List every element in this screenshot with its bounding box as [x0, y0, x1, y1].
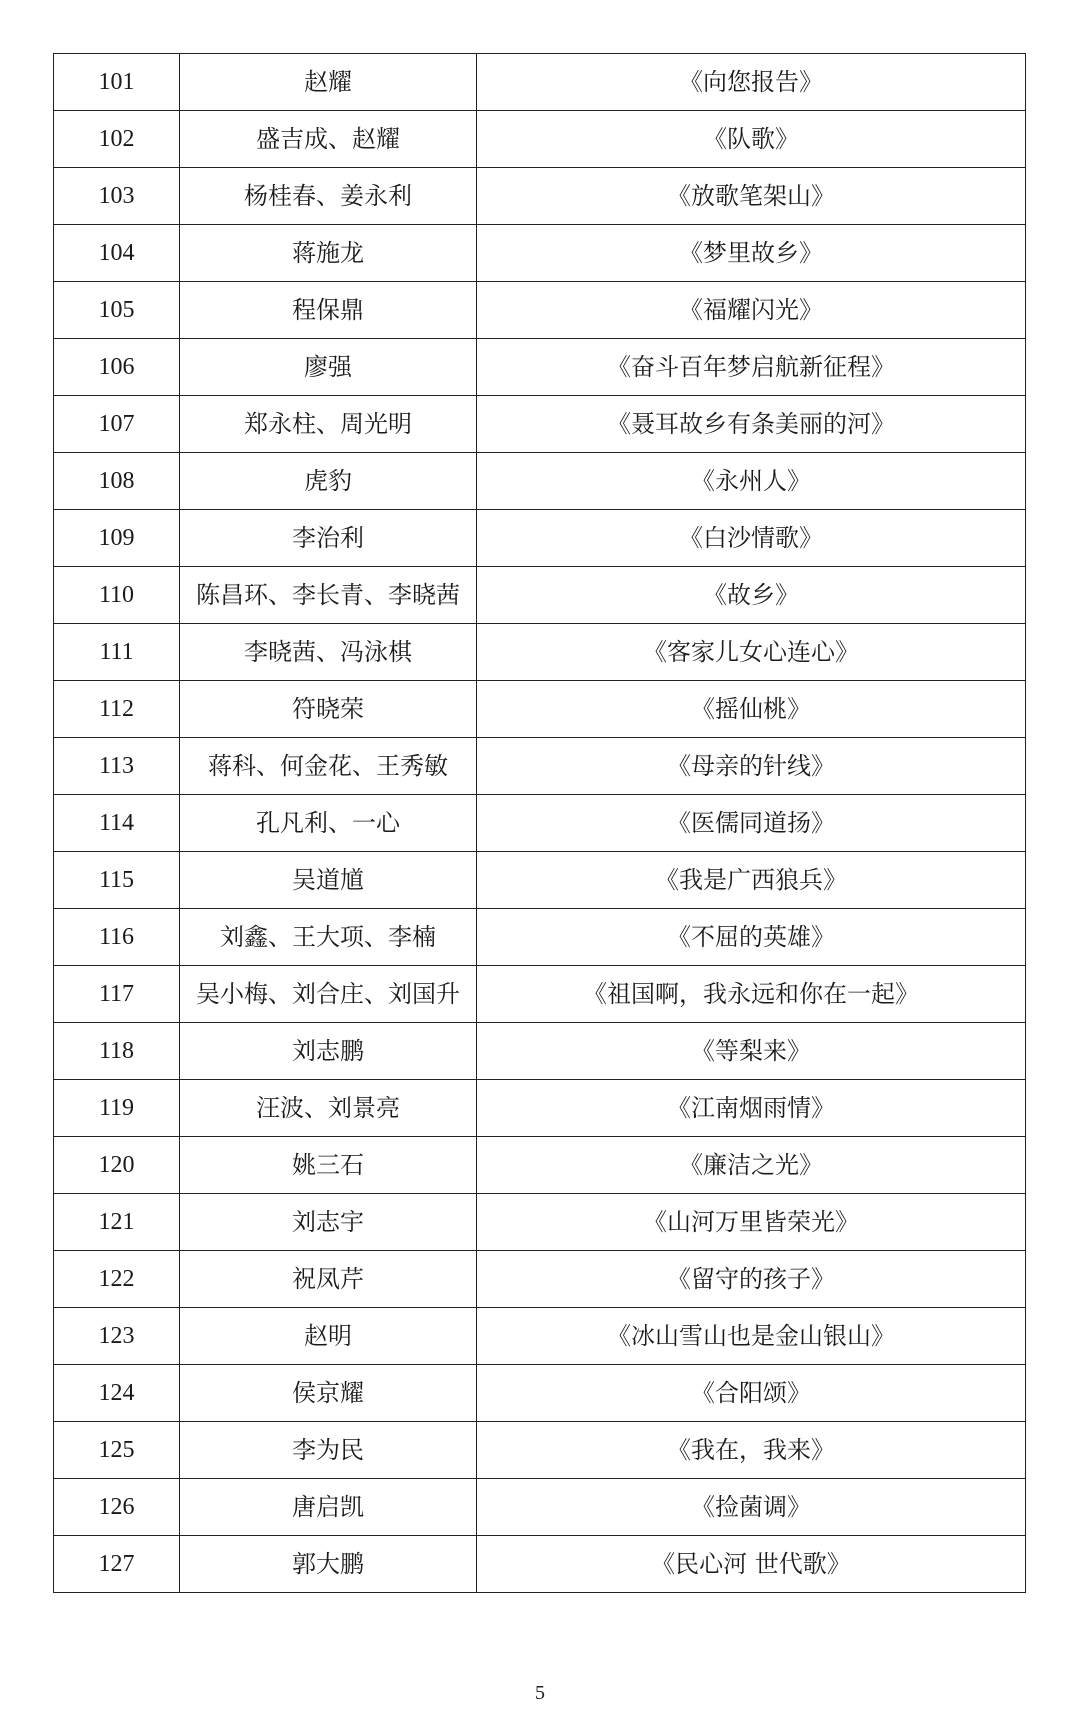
table-row — [54, 681, 1026, 738]
entry-number: 116 — [54, 909, 180, 966]
entry-author: 侯京耀 — [180, 1365, 477, 1422]
entry-title: 《医儒同道扬》 — [477, 795, 1026, 852]
entry-number: 123 — [54, 1308, 180, 1365]
entry-title: 《捡菌调》 — [477, 1479, 1026, 1536]
entry-number: 126 — [54, 1479, 180, 1536]
entry-author: 郭大鹏 — [180, 1536, 477, 1593]
entry-number: 121 — [54, 1194, 180, 1251]
entry-author: 陈昌环、李长青、李晓茜 — [180, 567, 477, 624]
entry-author: 蒋科、何金花、王秀敏 — [180, 738, 477, 795]
entry-number: 119 — [54, 1080, 180, 1137]
entry-title: 《民心河 世代歌》 — [477, 1536, 1026, 1593]
entry-title: 《等梨来》 — [477, 1023, 1026, 1080]
entry-number: 107 — [54, 396, 180, 453]
entry-number: 113 — [54, 738, 180, 795]
entry-number: 111 — [54, 624, 180, 681]
table-row — [54, 966, 1026, 1023]
table-row — [54, 909, 1026, 966]
entry-title: 《永州人》 — [477, 453, 1026, 510]
page-number: 5 — [535, 1682, 545, 1704]
entry-title: 《摇仙桃》 — [477, 681, 1026, 738]
entry-author: 汪波、刘景亮 — [180, 1080, 477, 1137]
entry-author: 吴道馗 — [180, 852, 477, 909]
entry-number: 101 — [54, 54, 180, 111]
table-row — [54, 396, 1026, 453]
entry-author: 吴小梅、刘合庄、刘国升 — [180, 966, 477, 1023]
entry-author: 刘志宇 — [180, 1194, 477, 1251]
entry-number: 103 — [54, 168, 180, 225]
entry-author: 刘鑫、王大项、李楠 — [180, 909, 477, 966]
entry-author: 李为民 — [180, 1422, 477, 1479]
entry-number: 104 — [54, 225, 180, 282]
table-row — [54, 1536, 1026, 1593]
table-row — [54, 1023, 1026, 1080]
entry-author: 刘志鹏 — [180, 1023, 477, 1080]
entry-author: 盛吉成、赵耀 — [180, 111, 477, 168]
table-row — [54, 510, 1026, 567]
entry-number: 120 — [54, 1137, 180, 1194]
table-row — [54, 282, 1026, 339]
entry-author: 姚三石 — [180, 1137, 477, 1194]
entry-number: 125 — [54, 1422, 180, 1479]
entry-author: 赵耀 — [180, 54, 477, 111]
entry-title: 《留守的孩子》 — [477, 1251, 1026, 1308]
table-row — [54, 852, 1026, 909]
table-row — [54, 795, 1026, 852]
entry-title: 《队歌》 — [477, 111, 1026, 168]
table-row — [54, 168, 1026, 225]
entry-title: 《冰山雪山也是金山银山》 — [477, 1308, 1026, 1365]
entry-author: 祝凤芹 — [180, 1251, 477, 1308]
table-row — [54, 1251, 1026, 1308]
entry-number: 102 — [54, 111, 180, 168]
table-row — [54, 624, 1026, 681]
entry-number: 118 — [54, 1023, 180, 1080]
entry-number: 117 — [54, 966, 180, 1023]
entry-title: 《福耀闪光》 — [477, 282, 1026, 339]
table-row — [54, 1080, 1026, 1137]
table-row — [54, 1422, 1026, 1479]
entry-title: 《故乡》 — [477, 567, 1026, 624]
entry-title: 《奋斗百年梦启航新征程》 — [477, 339, 1026, 396]
entry-title: 《廉洁之光》 — [477, 1137, 1026, 1194]
table-row — [54, 1137, 1026, 1194]
table-row — [54, 1308, 1026, 1365]
entry-number: 122 — [54, 1251, 180, 1308]
entry-number: 110 — [54, 567, 180, 624]
entry-number: 109 — [54, 510, 180, 567]
entry-title: 《放歌笔架山》 — [477, 168, 1026, 225]
entry-title: 《梦里故乡》 — [477, 225, 1026, 282]
entry-author: 李治利 — [180, 510, 477, 567]
entry-title: 《白沙情歌》 — [477, 510, 1026, 567]
table-row — [54, 567, 1026, 624]
entry-title: 《合阳颂》 — [477, 1365, 1026, 1422]
table-row — [54, 738, 1026, 795]
entry-number: 127 — [54, 1536, 180, 1593]
table-row — [54, 453, 1026, 510]
entry-title: 《母亲的针线》 — [477, 738, 1026, 795]
entry-author: 唐启凯 — [180, 1479, 477, 1536]
entry-number: 124 — [54, 1365, 180, 1422]
table-row — [54, 54, 1026, 111]
entry-title: 《向您报告》 — [477, 54, 1026, 111]
table-row — [54, 225, 1026, 282]
entry-author: 程保鼎 — [180, 282, 477, 339]
entry-author: 廖强 — [180, 339, 477, 396]
table-row — [54, 1194, 1026, 1251]
entry-number: 114 — [54, 795, 180, 852]
entry-title: 《山河万里皆荣光》 — [477, 1194, 1026, 1251]
entry-number: 115 — [54, 852, 180, 909]
entry-title: 《我是广西狼兵》 — [477, 852, 1026, 909]
table-row — [54, 1365, 1026, 1422]
entry-number: 106 — [54, 339, 180, 396]
entry-number: 108 — [54, 453, 180, 510]
entry-number: 105 — [54, 282, 180, 339]
entry-author: 孔凡利、一心 — [180, 795, 477, 852]
entry-number: 112 — [54, 681, 180, 738]
entry-author: 杨桂春、姜永利 — [180, 168, 477, 225]
entry-title: 《祖国啊，我永远和你在一起》 — [477, 966, 1026, 1023]
entry-title: 《客家儿女心连心》 — [477, 624, 1026, 681]
entry-title: 《不屈的英雄》 — [477, 909, 1026, 966]
entry-title: 《我在，我来》 — [477, 1422, 1026, 1479]
entries-table — [53, 53, 1026, 1593]
entry-author: 符晓荣 — [180, 681, 477, 738]
entry-author: 虎豹 — [180, 453, 477, 510]
table-row — [54, 1479, 1026, 1536]
entry-title: 《聂耳故乡有条美丽的河》 — [477, 396, 1026, 453]
entry-author: 赵明 — [180, 1308, 477, 1365]
table-row — [54, 339, 1026, 396]
entry-title: 《江南烟雨情》 — [477, 1080, 1026, 1137]
entry-author: 李晓茜、冯泳棋 — [180, 624, 477, 681]
entry-author: 蒋施龙 — [180, 225, 477, 282]
entry-author: 郑永柱、周光明 — [180, 396, 477, 453]
table-row — [54, 111, 1026, 168]
